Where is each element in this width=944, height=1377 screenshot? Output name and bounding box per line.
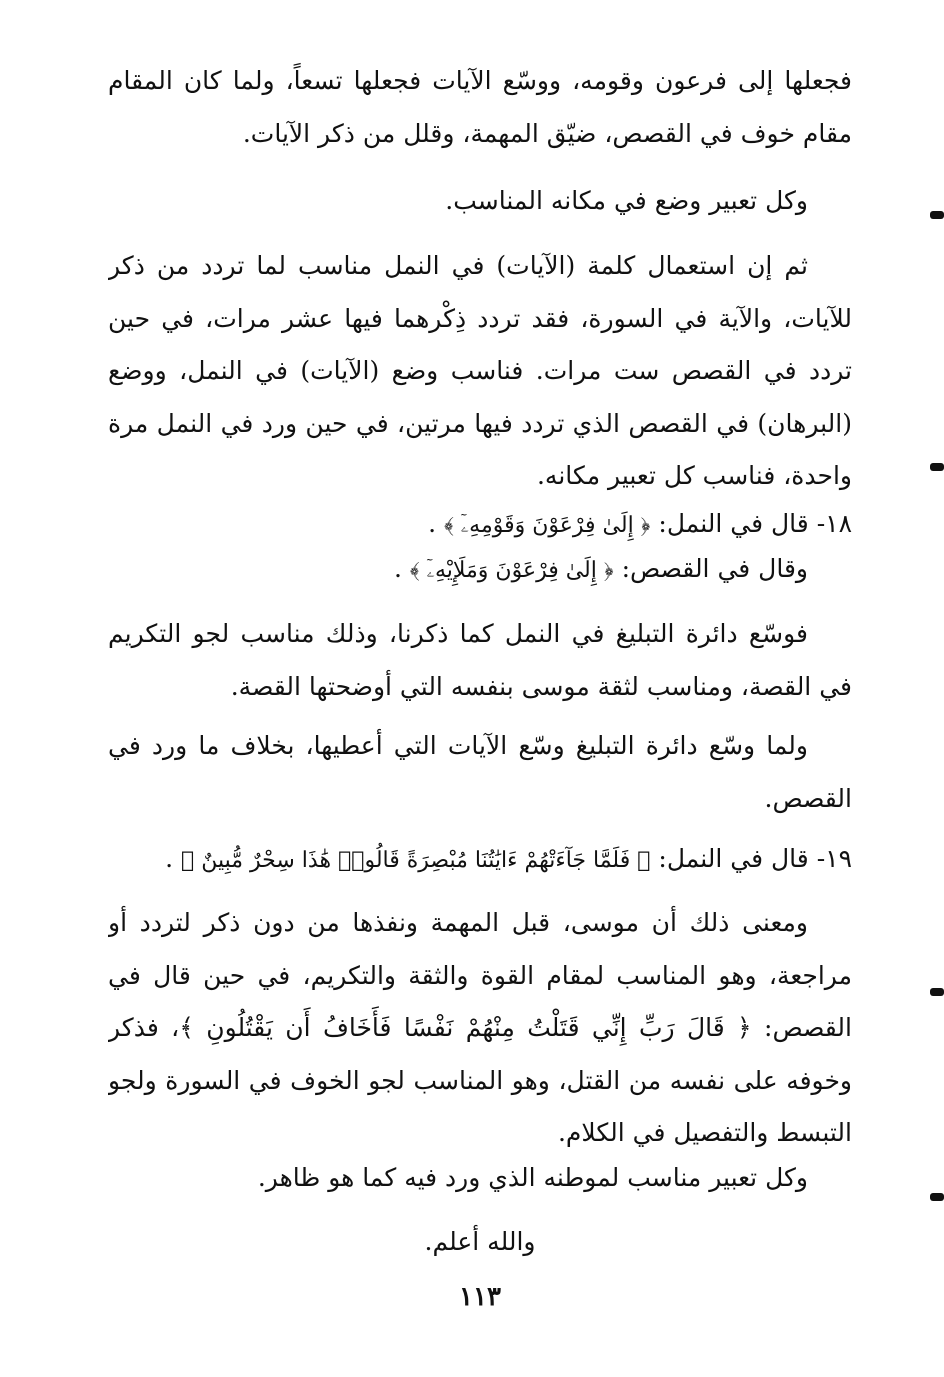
- item-19-line: [108, 835, 852, 883]
- item-prefix: قال في النمل:: [658, 509, 809, 538]
- text-line: ولما وسّع دائرة التبليغ وسّع الآيات التي أعطيها، بخلاف ما ورد في: [108, 731, 808, 760]
- paragraph: [108, 55, 852, 160]
- item-number: ١٨-: [816, 509, 852, 538]
- text-line: وكل تعبير مناسب لموطنه الذي ورد فيه كما هو ظاهر.: [257, 1163, 808, 1192]
- text-line: تردد في القصص ست مرات. فناسب وضع (الآيات) في النمل، ووضع: [108, 356, 852, 385]
- text-line: واحدة، فناسب كل تعبير مكانه.: [536, 461, 852, 490]
- paragraph: [108, 897, 852, 1160]
- quran-quote: ﴿ إِلَىٰ فِرْعَوْنَ وَقَوْمِهِۦٓ ﴾: [444, 513, 651, 538]
- quran-quote: ﴿ إِلَىٰ فِرْعَوْنَ وَمَلَإِيْهِۦٓ ﴾: [409, 558, 614, 583]
- paragraph: [108, 1152, 852, 1205]
- text-line: مقام خوف في القصص، ضيّق المهمة، وقلل من ذكر الآيات.: [242, 118, 852, 148]
- text-line: وكل تعبير وضع في مكانه المناسب.: [445, 186, 808, 215]
- edge-mark: [930, 463, 944, 471]
- item-prefix: قال في النمل:: [658, 844, 809, 873]
- text-line: للآيات، والآية في السورة، فقد تردد ذِكْرهما فيها عشر مرات، في حين: [108, 303, 852, 333]
- paragraph: [108, 240, 852, 503]
- page-number: ١١٣: [459, 1282, 501, 1312]
- item-prefix: وقال في القصص:: [621, 554, 808, 583]
- edge-mark: [930, 211, 944, 219]
- item-number: ١٩-: [816, 844, 852, 873]
- quran-quote: ﴿ فَلَمَّا جَآءَتْهُمْ ءَايَٰتُنَا مُبْصِرَةً قَالُوا۟ هَٰذَا سِحْرٌ مُّبِينٌ ﴾: [181, 848, 651, 873]
- text-line: القصص.: [764, 783, 852, 813]
- paragraph: [108, 720, 852, 825]
- text-line: وخوفه على نفسه من القتل، وهو المناسب لجو الخوف في السورة ولجو: [108, 1065, 852, 1095]
- closing-line: والله أعلم.: [424, 1227, 536, 1256]
- item-suffix: .: [165, 844, 174, 873]
- text-line: فوسّع دائرة التبليغ في النمل كما ذكرنا، وذلك مناسب لجو التكريم: [108, 619, 808, 648]
- text-line: القصص: ﴿ قَالَ رَبِّ إِنِّي قَتَلْتُ مِنْهُمْ نَفْسًا فَأَخَافُ أَن يَقْتُلُونِ ﴾، فذكر: [108, 1013, 852, 1042]
- book-page: [108, 55, 852, 1365]
- item-18-line-1: [108, 500, 852, 548]
- text-line: في القصة، ومناسب لثقة موسى بنفسه التي أوضحتها القصة.: [230, 671, 852, 701]
- item-18-line-2: [108, 545, 852, 593]
- text-line: (البرهان) في القصص الذي تردد فيها مرتين، في حين ورد في النمل مرة: [108, 408, 852, 438]
- edge-mark: [930, 1193, 944, 1201]
- text-line: ومعنى ذلك أن موسى، قبل المهمة ونفذها من دون ذكر لتردد أو: [108, 908, 808, 937]
- paragraph: [108, 175, 852, 228]
- edge-mark: [930, 988, 944, 996]
- item-suffix: .: [393, 554, 402, 583]
- text-line: فجعلها إلى فرعون وقومه، ووسّع الآيات فجعلها تسعاً، ولما كان المقام: [108, 66, 852, 95]
- paragraph: [108, 608, 852, 713]
- item-suffix: .: [428, 509, 437, 538]
- text-line: ثم إن استعمال كلمة (الآيات) في النمل مناسب لما تردد من ذكر: [108, 251, 808, 280]
- text-line: التبسط والتفصيل في الكلام.: [557, 1118, 852, 1147]
- text-line: مراجعة، وهو المناسب لمقام القوة والثقة والتكريم، في حين قال في: [108, 960, 852, 990]
